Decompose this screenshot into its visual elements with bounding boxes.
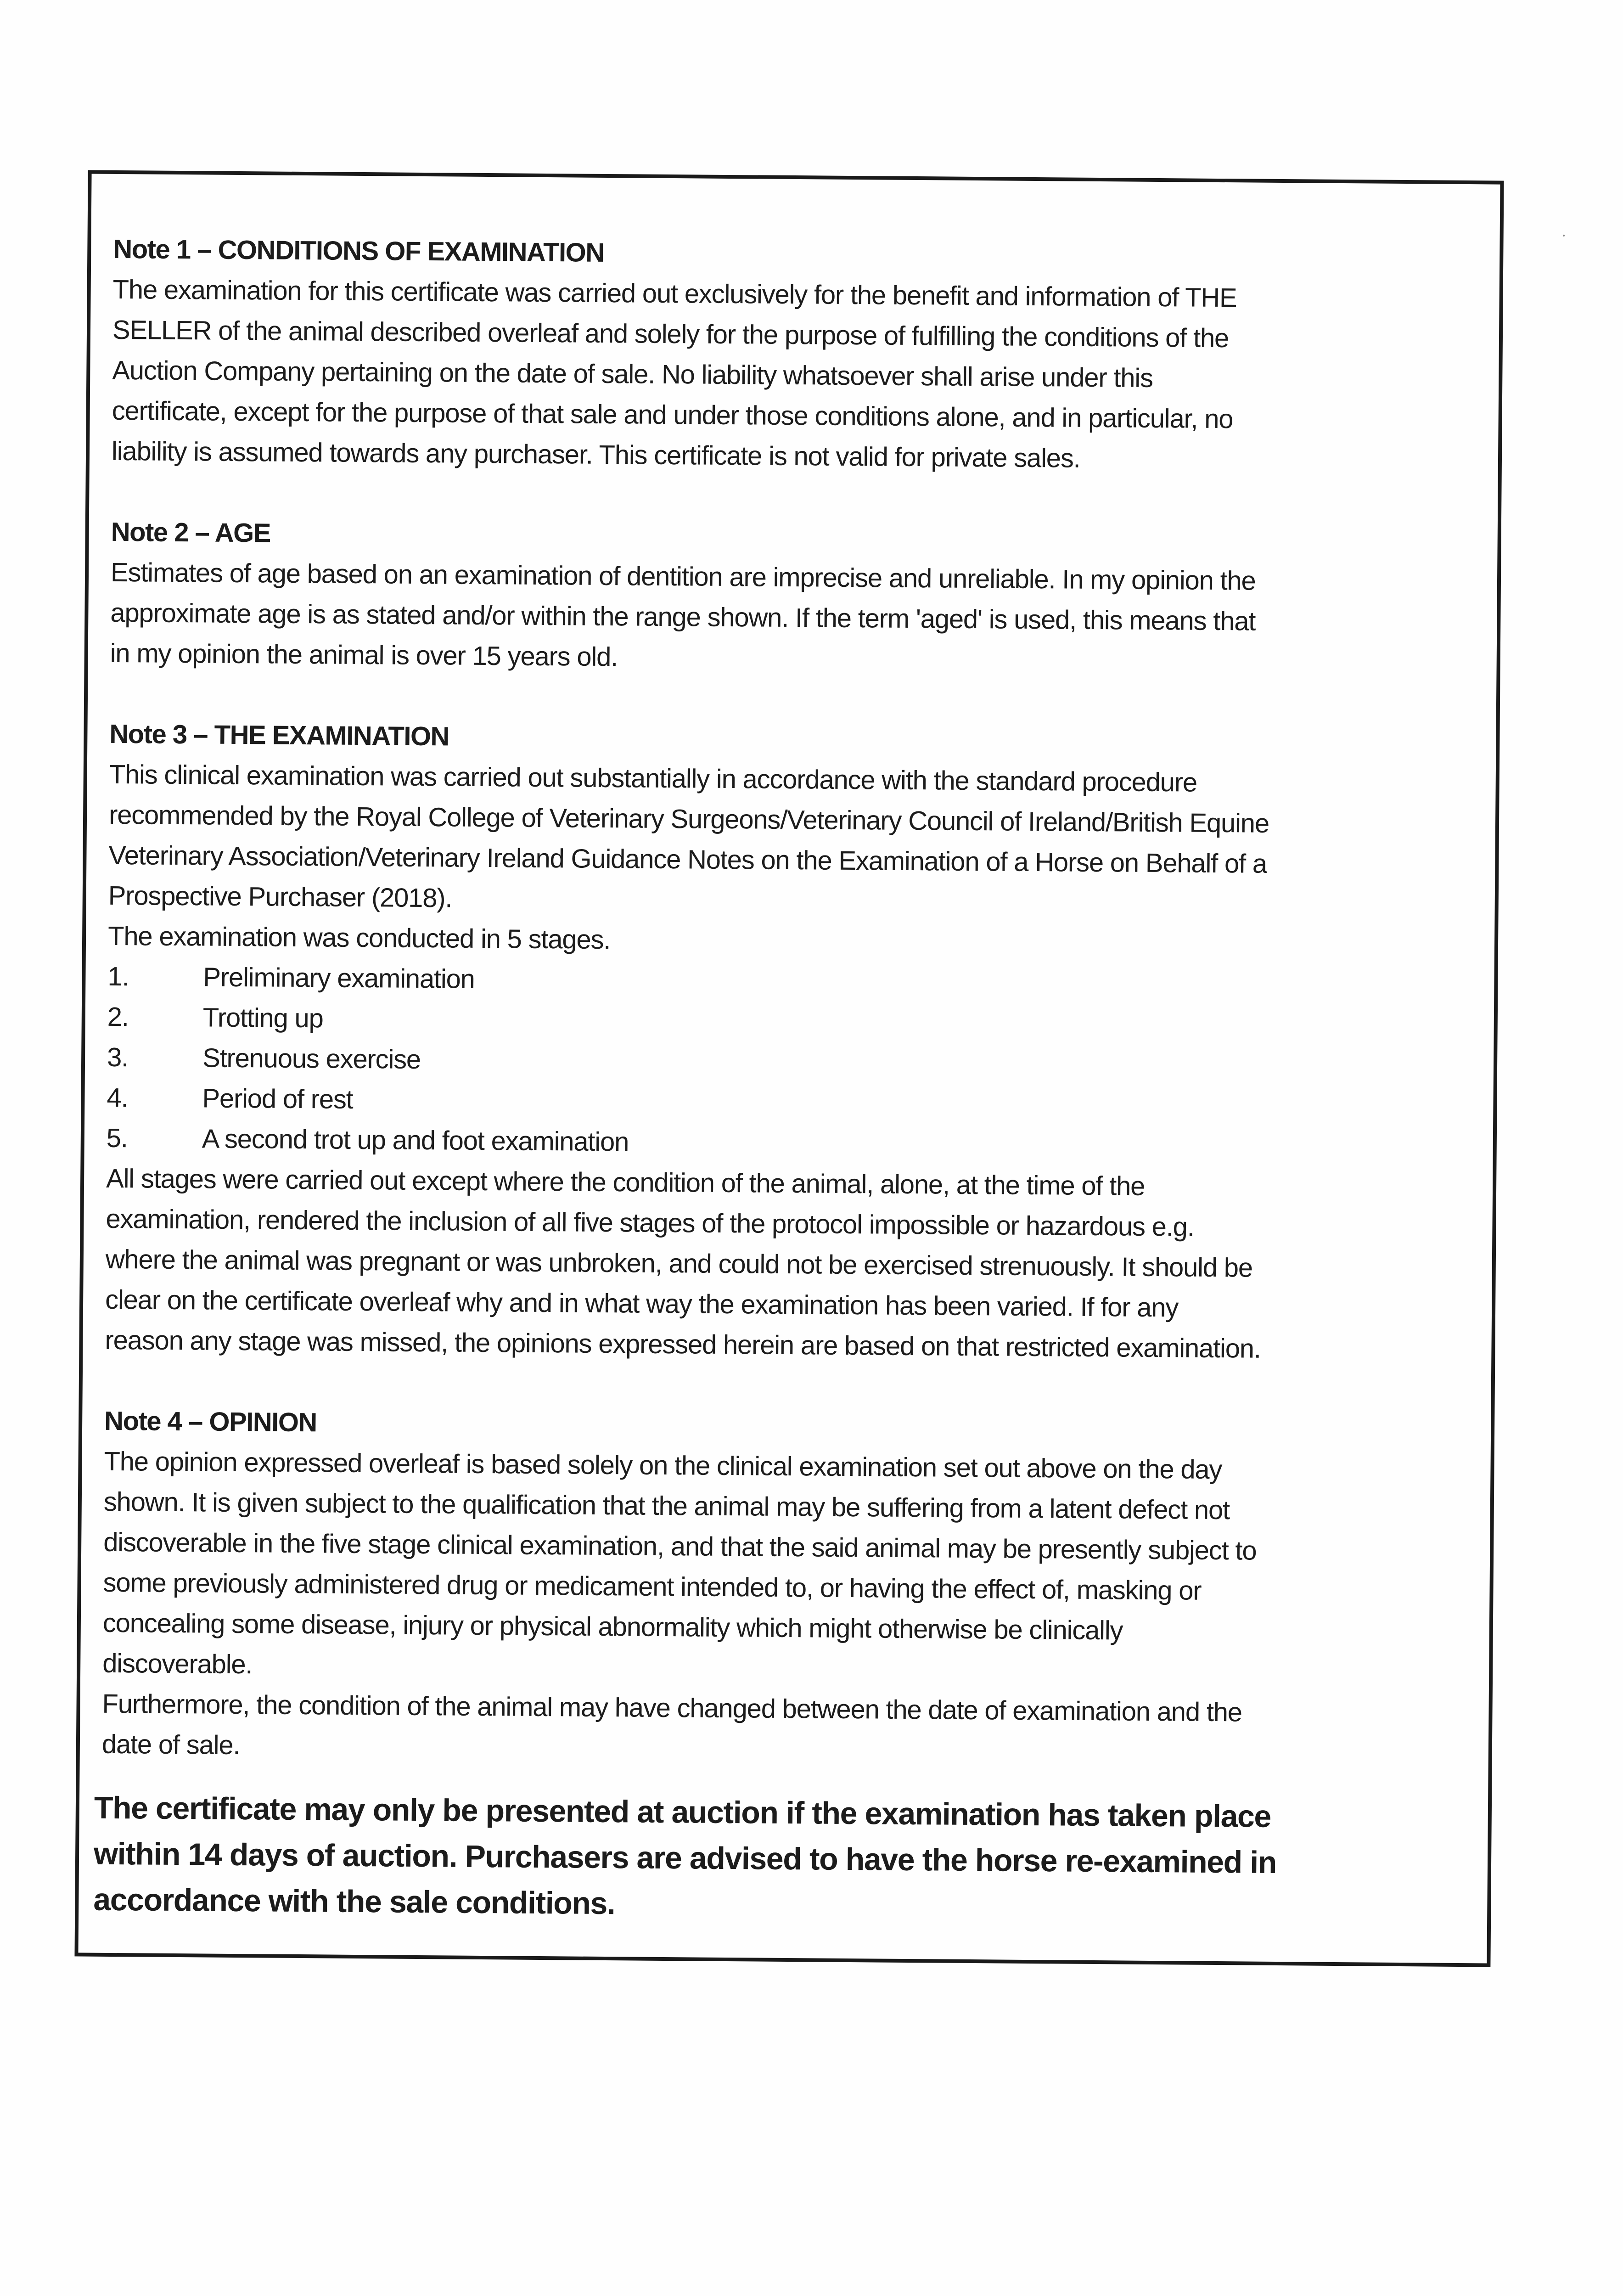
text-line: This clinical examination was carried out substantially in accordance with the standard procedure (109, 759, 1197, 798)
text-line: recommended by the Royal College of Veterinary Surgeons/Veterinary Council of Ireland/British Equine (108, 799, 1269, 838)
text-line: discoverable. (102, 1648, 253, 1680)
text-line: date of sale. (101, 1729, 240, 1761)
note-1-heading: Note 1 – CONDITIONS OF EXAMINATION (113, 234, 604, 268)
notes-box (74, 170, 1504, 1967)
note-2-body (110, 552, 1483, 684)
text-line: All stages were carried out except where the condition of the animal, alone, at the time of the (106, 1163, 1145, 1201)
warning-line: accordance with the sale conditions. (93, 1882, 615, 1921)
note-4-opinion (102, 1401, 1477, 1775)
text-line: The examination was conducted in 5 stages. (107, 921, 611, 955)
text-line: Estimates of age based on an examination of dentition are imprecise and unreliable. In my opinion the (110, 557, 1256, 596)
text-line: clear on the certificate overleaf why and in what way the examination has been varied. If for any (105, 1284, 1179, 1323)
text-line: SELLER of the animal described overleaf and solely for the purpose of fulfilling the conditions of the (112, 315, 1229, 354)
text-line: some previously administered drug or medicament intended to, or having the effect of, masking or (103, 1567, 1202, 1606)
text-line: Furthermore, the condition of the animal may have changed between the date of examination and the (102, 1688, 1242, 1728)
stage-number: 1. (107, 961, 129, 992)
note-3-body-continued (105, 1159, 1479, 1371)
text-line: Auction Company pertaining on the date of sale. No liability whatsoever shall arise under this (112, 355, 1153, 393)
text-line: shown. It is given subject to the qualification that the animal may be suffering from a latent defect not (103, 1486, 1230, 1525)
note-2-age (110, 512, 1484, 684)
stage-label: Trotting up (202, 1002, 323, 1034)
notes-content (101, 229, 1486, 1815)
note-3-body (108, 754, 1482, 967)
stage-label: Preliminary examination (203, 962, 475, 994)
stage-label: A second trot up and foot examination (202, 1124, 629, 1157)
note-4-body (102, 1441, 1477, 1775)
note-4-heading: Note 4 – OPINION (104, 1406, 317, 1438)
text-line: concealing some disease, injury or physical abnormality which might otherwise be clinically (102, 1608, 1123, 1646)
text-line: reason any stage was missed, the opinions expressed herein are based on that restricted examination. (105, 1325, 1261, 1364)
text-line: approximate age is as stated and/or within the range shown. If the term 'aged' is used, this means that (110, 597, 1256, 636)
text-line: certificate, except for the purpose of that sale and under those conditions alone, and in particular, no (112, 395, 1233, 434)
note-1-body (112, 270, 1486, 482)
note-3-heading: Note 3 – THE EXAMINATION (109, 719, 449, 752)
text-line: discoverable in the five stage clinical examination, and that the said animal may be presently subject to (103, 1527, 1257, 1566)
stage-number: 2. (107, 1002, 129, 1032)
text-line: Prospective Purchaser (2018). (108, 880, 452, 913)
stage-number: 3. (107, 1042, 129, 1073)
text-line: liability is assumed towards any purchaser. This certificate is not valid for private sales. (111, 436, 1080, 473)
auction-warning (93, 1785, 1471, 1933)
text-line: examination, rendered the inclusion of all five stages of the protocol impossible or hazardous e.g. (106, 1204, 1194, 1242)
scan-speck (1563, 235, 1565, 236)
text-line: Veterinary Association/Veterinary Ireland Guidance Notes on the Examination of a Horse on Behalf of a (108, 840, 1267, 879)
stage-number: 5. (106, 1123, 128, 1154)
warning-line: The certificate may only be presented at auction if the examination has taken place (94, 1790, 1271, 1834)
note-3-examination (105, 714, 1482, 1371)
note-1-conditions (112, 229, 1486, 482)
stage-number: 4. (107, 1082, 128, 1113)
text-line: where the animal was pregnant or was unbroken, and could not be exercised strenuously. It should be (105, 1244, 1253, 1283)
stage-label: Strenuous exercise (202, 1043, 421, 1075)
warning-line: within 14 days of auction. Purchasers are advised to have the horse re-examined in (93, 1836, 1277, 1880)
text-line: The opinion expressed overleaf is based solely on the clinical examination set out above on the day (104, 1446, 1222, 1485)
text-line: in my opinion the animal is over 15 years old. (110, 638, 618, 672)
text-line: The examination for this certificate was carried out exclusively for the benefit and information of THE (112, 274, 1237, 313)
examination-stages-list (106, 957, 1480, 1169)
stage-label: Period of rest (202, 1083, 353, 1114)
note-2-heading: Note 2 – AGE (111, 517, 271, 548)
